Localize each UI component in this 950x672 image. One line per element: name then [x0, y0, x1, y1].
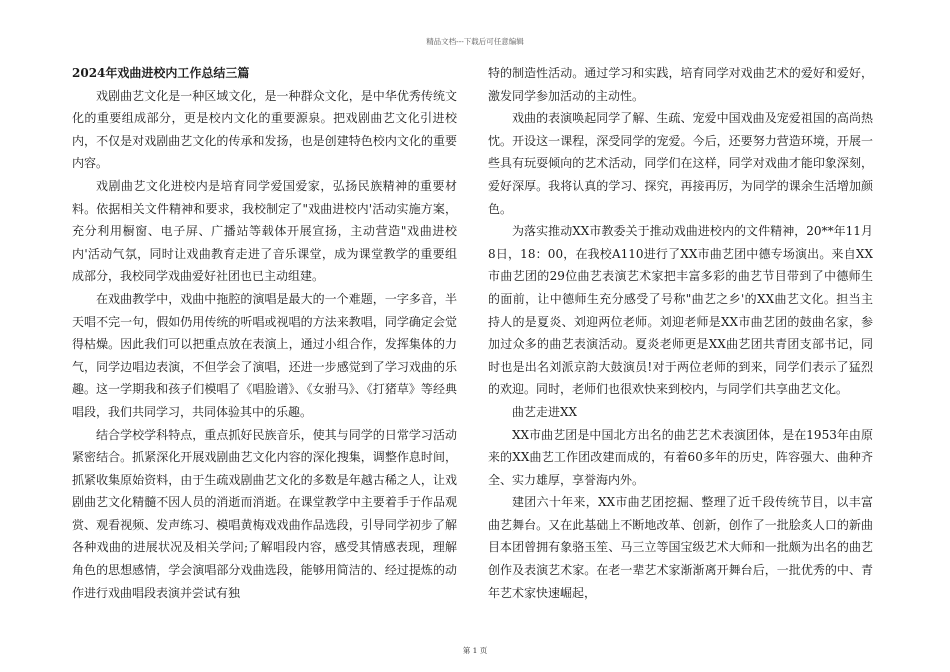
paragraph: 戏剧曲艺文化进校内是培育同学爱国爱家，弘扬民族精神的重要材料。依据相关文件精神和要求，我校制定了"戏曲进校内'活动实施方案，充分利用橱窗、电子屏、广播站等载体开展宣扬，主动营造"戏曲进校内'活动气氛，同时让戏曲教育走进了音乐课堂，成为课堂教学的重要组成部分，我校同学戏曲爱好社团也已主动组建。: [72, 178, 457, 284]
document-title: 2024年戏曲进校内工作总结三篇: [72, 66, 250, 80]
page-footer: 第 1 页: [462, 646, 488, 655]
section-heading: 曲艺走进XX: [512, 404, 578, 419]
right-column: [488, 62, 873, 604]
paragraph: 结合学校学科特点，重点抓好民族音乐，使其与同学的日常学习活动紧密结合。抓紧深化开展戏剧曲艺文化内容的深化搜集，调整作息时间，抓紧收集原始资料，由于生疏戏剧曲艺文化的多数是年越古稀之人，让戏剧曲艺文化精髓不因人员的消逝而消逝。在课堂教学中主要着手于作品观赏、观看视频、发声练习、模唱黄梅戏戏曲作品选段，引导同学初步了解各种戏曲的进展状况及相关学问;了解唱段内容，感受其情感表现，理解角色的思想感情，学会演唱部分戏曲选段，能够用简洁的、经过提炼的动作进行戏曲唱段表演并尝试有独: [72, 427, 457, 600]
paragraph: 在戏曲教学中，戏曲中拖腔的演唱是最大的一个难题，一字多音，半天唱不完一句，假如仍用传统的听唱或视唱的方法来教唱，同学确定会觉得枯燥。因此我们可以把重点放在表演上，通过小组合作，发挥集体的力气，同学边唱边表演，不但学会了演唱，还进一步感觉到了学习戏曲的乐趣。这一学期我和孩子们模唱了《唱脸谱》、《女驸马》、《打猪草》等经典唱段，我们共同学习，共同体验其中的乐趣。: [72, 291, 457, 419]
paragraph: 戏曲的表演唤起同学了解、生疏、宠爱中国戏曲及宠爱祖国的高尚热忱。开设这一课程，深受同学的宠爱。今后，还要努力营造环境，开展一些具有玩耍倾向的艺术活动，同学们在这样，同学对戏曲才能印象深刻，爱好深厚。我将认真的学习、探究，再接再厉，为同学的课余生活增加颜色。: [488, 111, 873, 216]
page-header: 精品文档---下载后可任意编辑: [426, 37, 524, 46]
left-column: [72, 62, 457, 604]
paragraph: 为落实推动XX市教委关于推动戏曲进校内的文件精神，20**年11月8日，18：00，在我校A110进行了XX市曲艺团中德专场演出。来自XX市曲艺团的29位曲艺表演艺术家把丰富多彩的曲艺节目带到了中德师生的面前，让中德师生充分感受了号称"曲艺之乡'的XX曲艺文化。担当主持人的是夏炎、刘迎两位老师。刘迎老师是XX市曲艺团的鼓曲名家，参加过众多的曲艺表演活动。夏炎老师更是XX曲艺团共青团支部书记，同时也是出名刘派京韵大鼓演员!对于两位老师的到来，同学们表示了猛烈的欢迎。同时，老师们也很欢快来到校内，与同学们共享曲艺文化。: [488, 224, 873, 397]
paragraph: XX市曲艺团是中国北方出名的曲艺艺术表演团体，是在1953年由原来的XX曲艺工作团改建而成的，有着60多年的历史，阵容强大、曲种齐全、实力雄厚，享誉海内外。: [488, 427, 873, 487]
paragraph: 建团六十年来，XX市曲艺团挖掘、整理了近千段传统节目，以丰富曲艺舞台。又在此基础上不断地改革、创新，创作了一批脍炙人口的新曲目本团曾拥有象骆玉笙、马三立等国宝级艺术大师和一批颇为出名的曲艺创作及表演艺术家。在老一辈艺术家渐渐离开舞台后，一批优秀的中、青年艺术家快速崛起，: [488, 495, 873, 600]
paragraph-continued: 特的制造性活动。通过学习和实践，培育同学对戏曲艺术的爱好和爱好，激发同学参加活动的主动性。: [488, 66, 873, 103]
paragraph: 戏剧曲艺文化是一种区域文化，是一种群众文化，是中华优秀传统文化的重要组成部分，更是校内文化的重要源泉。把戏剧曲艺文化引进校内，不仅是对戏剧曲艺文化的传承和发扬，也是创建特色校内文化的重要内容。: [72, 88, 457, 171]
